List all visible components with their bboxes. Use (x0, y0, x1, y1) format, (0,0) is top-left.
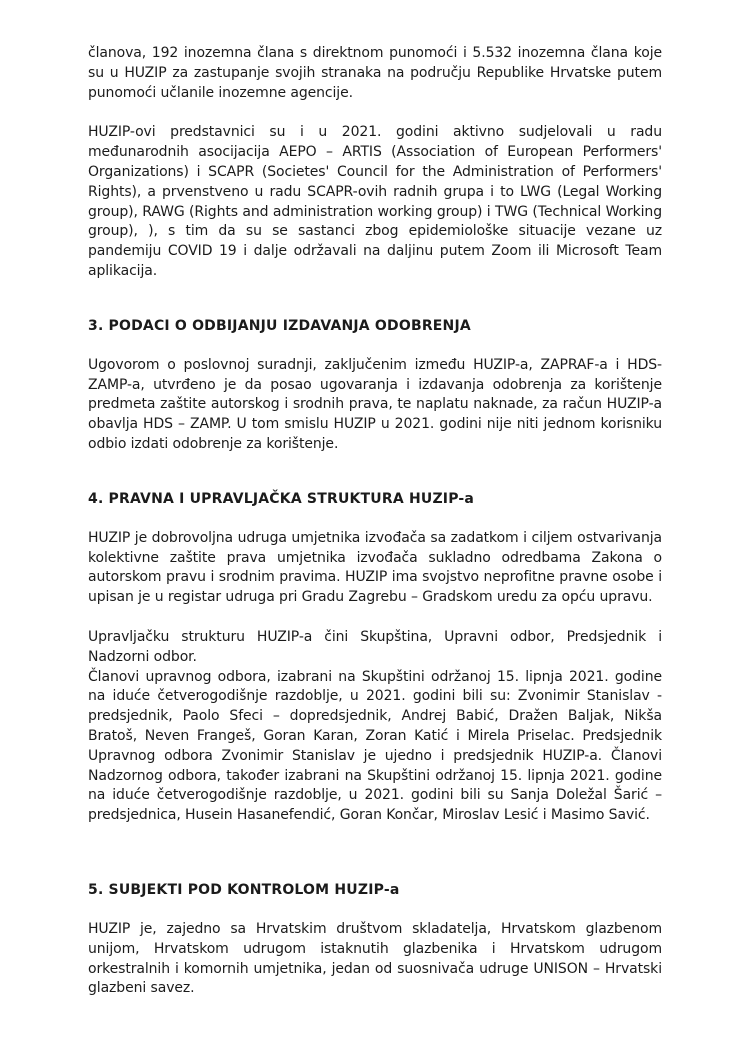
paragraph-intro: članova, 192 inozemna člana s direktnom punomoći i 5.532 inozemna člana koje su u HUZIP za zastupanje svojih stranaka na području Republike Hrvatske putem punomoći učlanile inozemne agencije. (88, 45, 662, 101)
section-5-paragraph: HUZIP je, zajedno sa Hrvatskim društvom skladatelja, Hrvatskom glazbenom unijom, Hrvatskom udrugom istaknutih glazbenika i Hrvatskom udrugom orkestralnih i komornih umjetnika, jedan od suosnivača udruge UNISON – Hrvatski glazbeni savez. (88, 920, 662, 997)
section-3-paragraph: Ugovorom o poslovnoj suradnji, zaključenim između HUZIP-a, ZAPRAF-a i HDS-ZAMP-a, utvrđeno je da posao ugovaranja i izdavanja odobrenja za korištenje predmeta zaštite autorskog i srodnih prava, te naplatu naknade, za račun HUZIP-a obavlja HDS – ZAMP. U tom smislu HUZIP u 2021. godini nije niti jednom korisniku odbio izdati odobrenje za korištenje. (88, 356, 662, 452)
section-5-heading: 5. SUBJEKTI POD KONTROLOM HUZIP-a (88, 881, 400, 898)
section-3-heading: 3. PODACI O ODBIJANJU IZDAVANJA ODOBRENJA (88, 317, 471, 334)
section-4-paragraph-boards: Članovi upravnog odbora, izabrani na Skupštini održanoj 15. lipnja 2021. godine na iduće četverogodišnje razdoblje, u 2021. godini bili su: Zvonimir Stanislav - predsjednik, Paolo Sfeci – dopredsjednik, Andrej Babić, Dražen Baljak, Nikša Bratoš, Neven Frangeš, Goran Karan, Zoran Katić i Mirela Priselac. Predsjednik Upravnog odbora Zvonimir Stanislav je ujedno i predsjednik HUZIP-a. Članovi Nadzornog odbora, također izabrani na Skupštini održanoj 15. lipnja 2021. godine na iduće četverogodišnje razdoblje, u 2021. godini bili su Sanja Doležal Šarić – predsjednica, Husein Hasanefendić, Goran Končar, Miroslav Lesić i Masimo Savić. (88, 668, 662, 824)
section-4-paragraph-legal: HUZIP je dobrovoljna udruga umjetnika izvođača sa zadatkom i ciljem ostvarivanja kolektivne zaštite prava umjetnika izvođača sukladno odredbama Zakona o autorskom pravu i srodnim pravima. HUZIP ima svojstvo neprofitne pravne osobe i upisan je u registar udruga pri Gradu Zagrebu – Gradskom uredu za opću upravu. (88, 529, 662, 606)
section-4-paragraph-structure: Upravljačku strukturu HUZIP-a čini Skupština, Upravni odbor, Predsjednik i Nadzorni odbor. (88, 628, 662, 665)
document-page (88, 44, 662, 999)
section-4-heading: 4. PRAVNA I UPRAVLJAČKA STRUKTURA HUZIP-a (88, 490, 475, 507)
paragraph-associations: HUZIP-ovi predstavnici su i u 2021. godini aktivno sudjelovali u radu međunarodnih asocijacija AEPO – ARTIS (Association of European Performers' Organizations) i SCAPR (Societes' Council for the Administration of Performers' Rights), a prvenstveno u radu SCAPR-ovih radnih grupa i to LWG (Legal Working group), RAWG (Rights and administration working group) i TWG (Technical Working group), ), s tim da su se sastanci zbog epidemiološke situacije vezane uz pandemiju COVID 19 i dalje održavali na daljinu putem Zoom ili Microsoft Team aplikacija. (88, 124, 662, 279)
